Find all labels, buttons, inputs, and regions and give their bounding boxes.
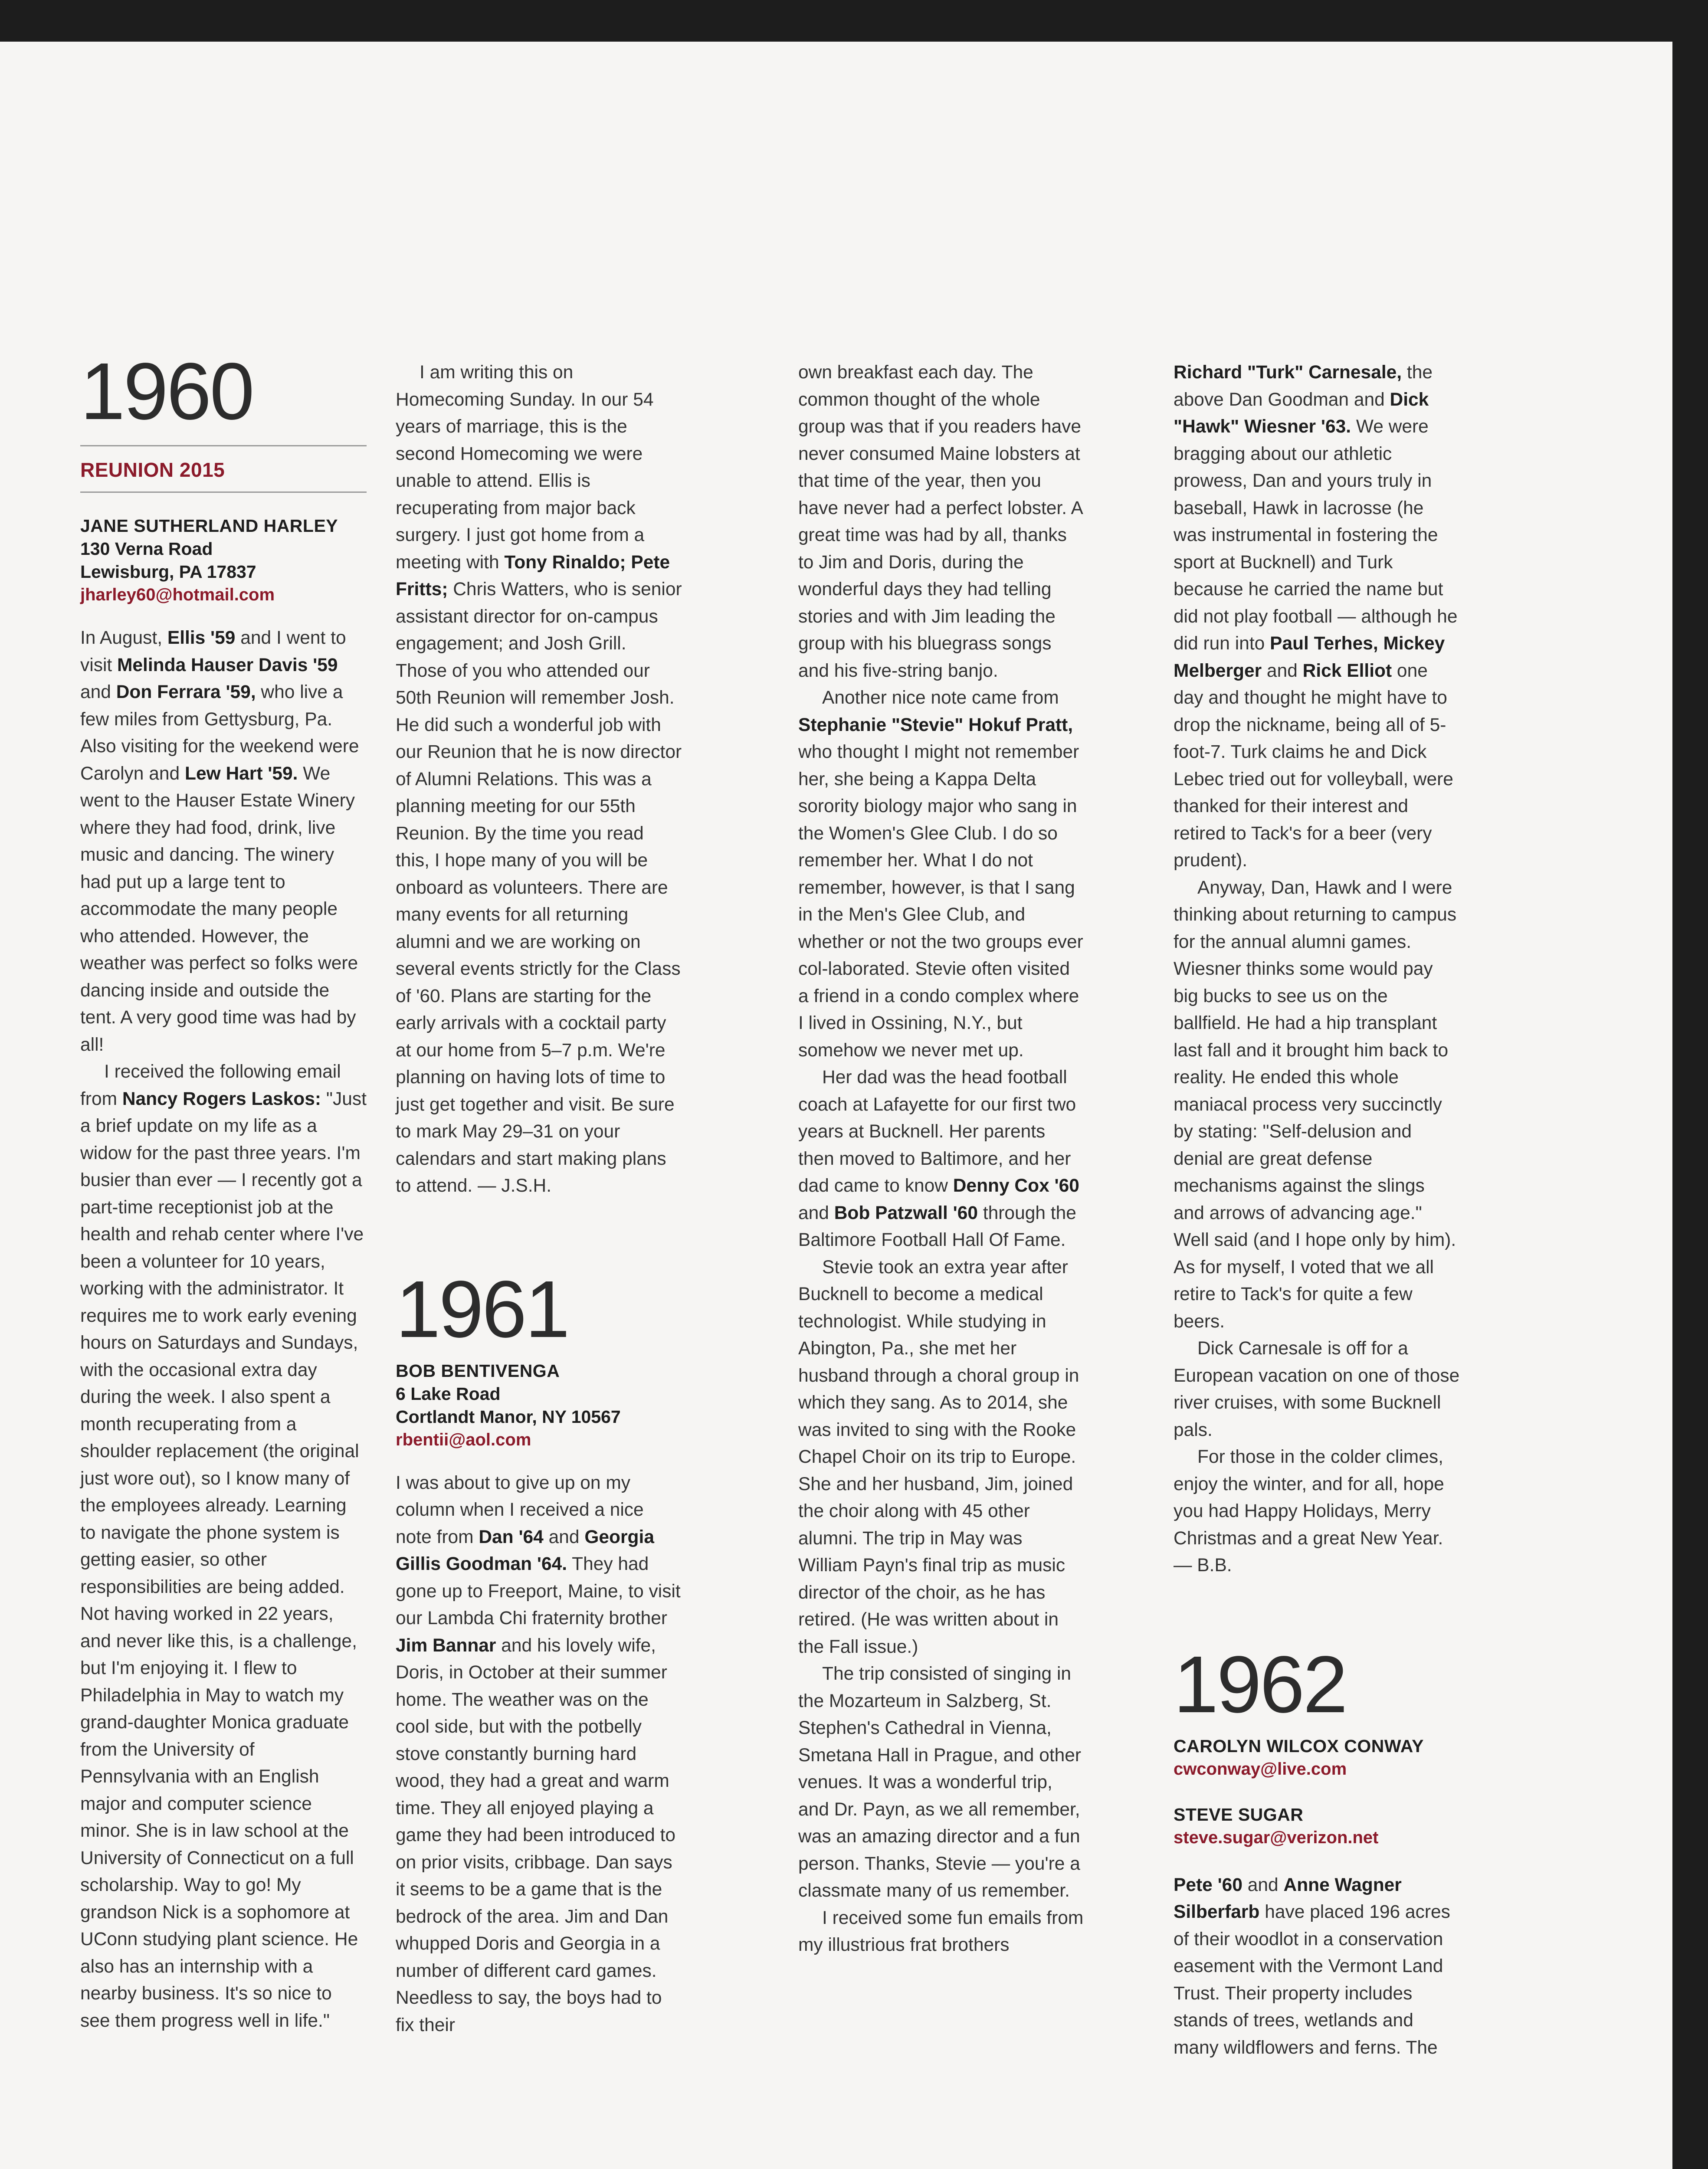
- correspondent-city: Cortlandt Manor, NY 10567: [396, 1406, 621, 1427]
- class-correspondent: [396, 1360, 682, 1451]
- paragraph: Another nice note came from Stephanie "Stevie" Hokuf Pratt, who thought I might not remember her, she being a Kappa Delta sorority biology major who sang in the Women's Glee Club. I do so remember her. What I do not remember, however, is that I sang in the Men's Glee Club, and whether or not the two groups ever col-laborated. Stevie often visited a friend in a condo complex where I lived in Ossining, N.Y., but somehow we never met up.: [798, 688, 1083, 1061]
- column-2: [396, 42, 682, 2039]
- column-4: [1174, 42, 1460, 2061]
- paragraph: Pete '60 and Anne Wagner Silberfarb have placed 196 acres of their woodlot in a conservation easement with the Vermont Land Trust. Their property includes stands of trees, wetlands and many wildflowers and ferns. The: [1174, 1874, 1450, 2058]
- correspondent-name: BOB BENTIVENGA: [396, 1360, 560, 1381]
- paragraph: In August, Ellis '59 and I went to visit Melinda Hauser Davis '59 and Don Ferrara '59, who live a few miles from Gettysburg, Pa. Also visiting for the weekend were Carolyn and Lew Hart '59. We went to the Hauser Estate Winery where they had food, drink, live music and dancing. The winery had put up a large tent to accommodate the many people who attended. However, the weather was perfect so folks were dancing inside and outside the tent. A very good time was had by all!: [80, 628, 359, 1055]
- paragraph: I am writing this on Homecoming Sunday. In our 54 years of marriage, this is the second Homecoming we were unable to attend. Ellis is recuperating from major back surgery. I just got home from a meeting with Tony Rinaldo; Pete Fritts; Chris Watters, who is senior assistant director for on-campus engagement; and Josh Grill. Those of you who attended our 50th Reunion will remember Josh. He did such a wonderful job with our Reunion that he is now director of Alumni Relations. This was a planning meeting for our 55th Reunion. By the time you read this, I hope many of you will be onboard as volunteers. There are many events for all returning alumni and we are working on several events strictly for the Class of '60. Plans are starting for the early arrivals with a cocktail party at our home from 5–7 p.m. We're planning on having lots of time to just get together and visit. Be sure to mark May 29–31 on your calendars and start making plans to attend. — J.S.H.: [396, 362, 682, 1196]
- column-3: [798, 42, 1085, 1959]
- correspondent-name: STEVE SUGAR: [1174, 1804, 1304, 1825]
- divider: [80, 491, 367, 493]
- paragraph: I was about to give up on my column when I received a nice note from Dan '64 and Georgia Gillis Goodman '64. They had gone up to Freeport, Maine, to visit our Lambda Chi fraternity brother Jim Bannar and his lovely wife, Doris, in October at their summer home. The weather was on the cool side, but with the potbelly stove constantly burning hard wood, they had a great and warm time. They all enjoyed playing a game they had been introduced to on prior visits, cribbage. Dan says it seems to be a game that is the bedrock of the area. Jim and Dan whupped Doris and Georgia in a number of different card games. Needless to say, the boys had to fix their: [396, 1472, 681, 2035]
- paragraph: Stevie took an extra year after Bucknell to become a medical technologist. While studying in Abington, Pa., she met her husband through a choral group in which they sang. As to 2014, she was invited to sing with the Rooke Chapel Choir on its trip to Europe. She and her husband, Jim, joined the choir along with 45 other alumni. The trip in May was William Payn's final trip as music director of the choir, as he has retired. (He was written about in the Fall issue.): [798, 1257, 1079, 1657]
- class-correspondent: [80, 514, 367, 606]
- correspondent-email[interactable]: steve.sugar@verizon.net: [1174, 1828, 1379, 1847]
- paragraph: I received the following email from Nancy Rogers Laskos: "Just a brief update on my life as a widow for the past three years. I'm busier than ever — I recently got a part-time receptionist job at the health and rehab center where I've been a volunteer for 10 years, working with the administrator. It requires me to work early evening hours on Saturdays and Sundays, with the occasional extra day during the week. I also spent a month recuperating from a shoulder replacement (the original just wore out), so I know many of the employees already. Learning to navigate the phone system is getting easier, so other responsibilities are being added. Not having worked in 22 years, and never like this, is a challenge, but I'm enjoying it. I flew to Philadelphia in May to watch my grand-daughter Monica graduate from the University of Pennsylvania with an English major and computer science minor. She is in law school at the University of Connecticut on a full scholarship. Way to go! My grandson Nick is a sophomore at UConn studying plant science. He also has an internship with a nearby business. It's so nice to see them progress well in life.": [80, 1062, 367, 2031]
- class-correspondent: [1174, 1735, 1460, 1781]
- paragraph: For those in the colder climes, enjoy the winter, and for all, hope you had Happy Holidays, Merry Christmas and a great New Year. — B.B.: [1174, 1447, 1444, 1576]
- paragraph: Richard "Turk" Carnesale, the above Dan Goodman and Dick "Hawk" Wiesner '63. We were bragging about our athletic prowess, Dan and yours truly in baseball, Hawk in lacrosse (he was instrumental in fostering the sport at Bucknell) and Turk because he carried the name but did not play football — although he did run into Paul Terhes, Mickey Melberger and Rick Elliot one day and thought he might have to drop the nickname, being all of 5-foot-7. Turk claims he and Dick Lebec tried out for volleyball, were thanked for their interest and retired to Tack's for a beer (very prudent).: [1174, 362, 1458, 871]
- correspondent-name: CAROLYN WILCOX CONWAY: [1174, 1736, 1424, 1756]
- correspondent-street: 6 Lake Road: [396, 1383, 501, 1404]
- class-year-1960: 1960: [80, 347, 253, 436]
- correspondent-email[interactable]: jharley60@hotmail.com: [80, 585, 275, 604]
- correspondent-city: Lewisburg, PA 17837: [80, 562, 256, 582]
- class-year-1962: 1962: [1174, 1639, 1346, 1730]
- paragraph: Anyway, Dan, Hawk and I were thinking about returning to campus for the annual alumni games. Wiesner thinks some would pay big bucks to see us on the ballfield. He had a hip transplant last fall and it brought him back to reality. He ended this whole maniacal process very succinctly by stating: "Self-delusion and denial are great defense mechanisms against the slings and arrows of advancing age." Well said (and I hope only by him). As for myself, I voted that we all retire to Tack's for quite a few beers.: [1174, 877, 1457, 1332]
- column-1: [80, 42, 367, 2035]
- paragraph: Dick Carnesale is off for a European vacation on one of those river cruises, with some Bucknell pals.: [1174, 1338, 1460, 1440]
- paragraph: own breakfast each day. The common thought of the whole group was that if you readers have never consumed Maine lobsters at that time of the year, then you have never had a perfect lobster. A great time was had by all, thanks to Jim and Doris, during the wonderful days they had telling stories and with Jim leading the group with his bluegrass songs and his five-string banjo.: [798, 362, 1082, 681]
- paragraph: The trip consisted of singing in the Mozarteum in Salzberg, St. Stephen's Cathedral in Vienna, Smetana Hall in Prague, and other venues. It was a wonderful trip, and Dr. Payn, as we all remember, was an amazing director and a fun person. Thanks, Stevie — you're a classmate many of us remember.: [798, 1664, 1082, 1901]
- paragraph: I received some fun emails from my illustrious frat brothers: [798, 1907, 1084, 1955]
- paragraph: Her dad was the head football coach at Lafayette for our first two years at Bucknell. Her parents then moved to Baltimore, and her dad came to know Denny Cox '60 and Bob Patzwall '60 through the Baltimore Football Hall Of Fame.: [798, 1067, 1079, 1250]
- divider: [80, 445, 367, 446]
- correspondent-email[interactable]: rbentii@aol.com: [396, 1430, 531, 1449]
- magazine-page: [0, 42, 1672, 2169]
- correspondent-email[interactable]: cwconway@live.com: [1174, 1759, 1347, 1779]
- correspondent-street: 130 Verna Road: [80, 539, 213, 559]
- class-correspondent: [1174, 1803, 1460, 1849]
- class-year-1961: 1961: [396, 1264, 568, 1354]
- reunion-label: REUNION 2015: [80, 459, 225, 481]
- correspondent-name: JANE SUTHERLAND HARLEY: [80, 516, 338, 536]
